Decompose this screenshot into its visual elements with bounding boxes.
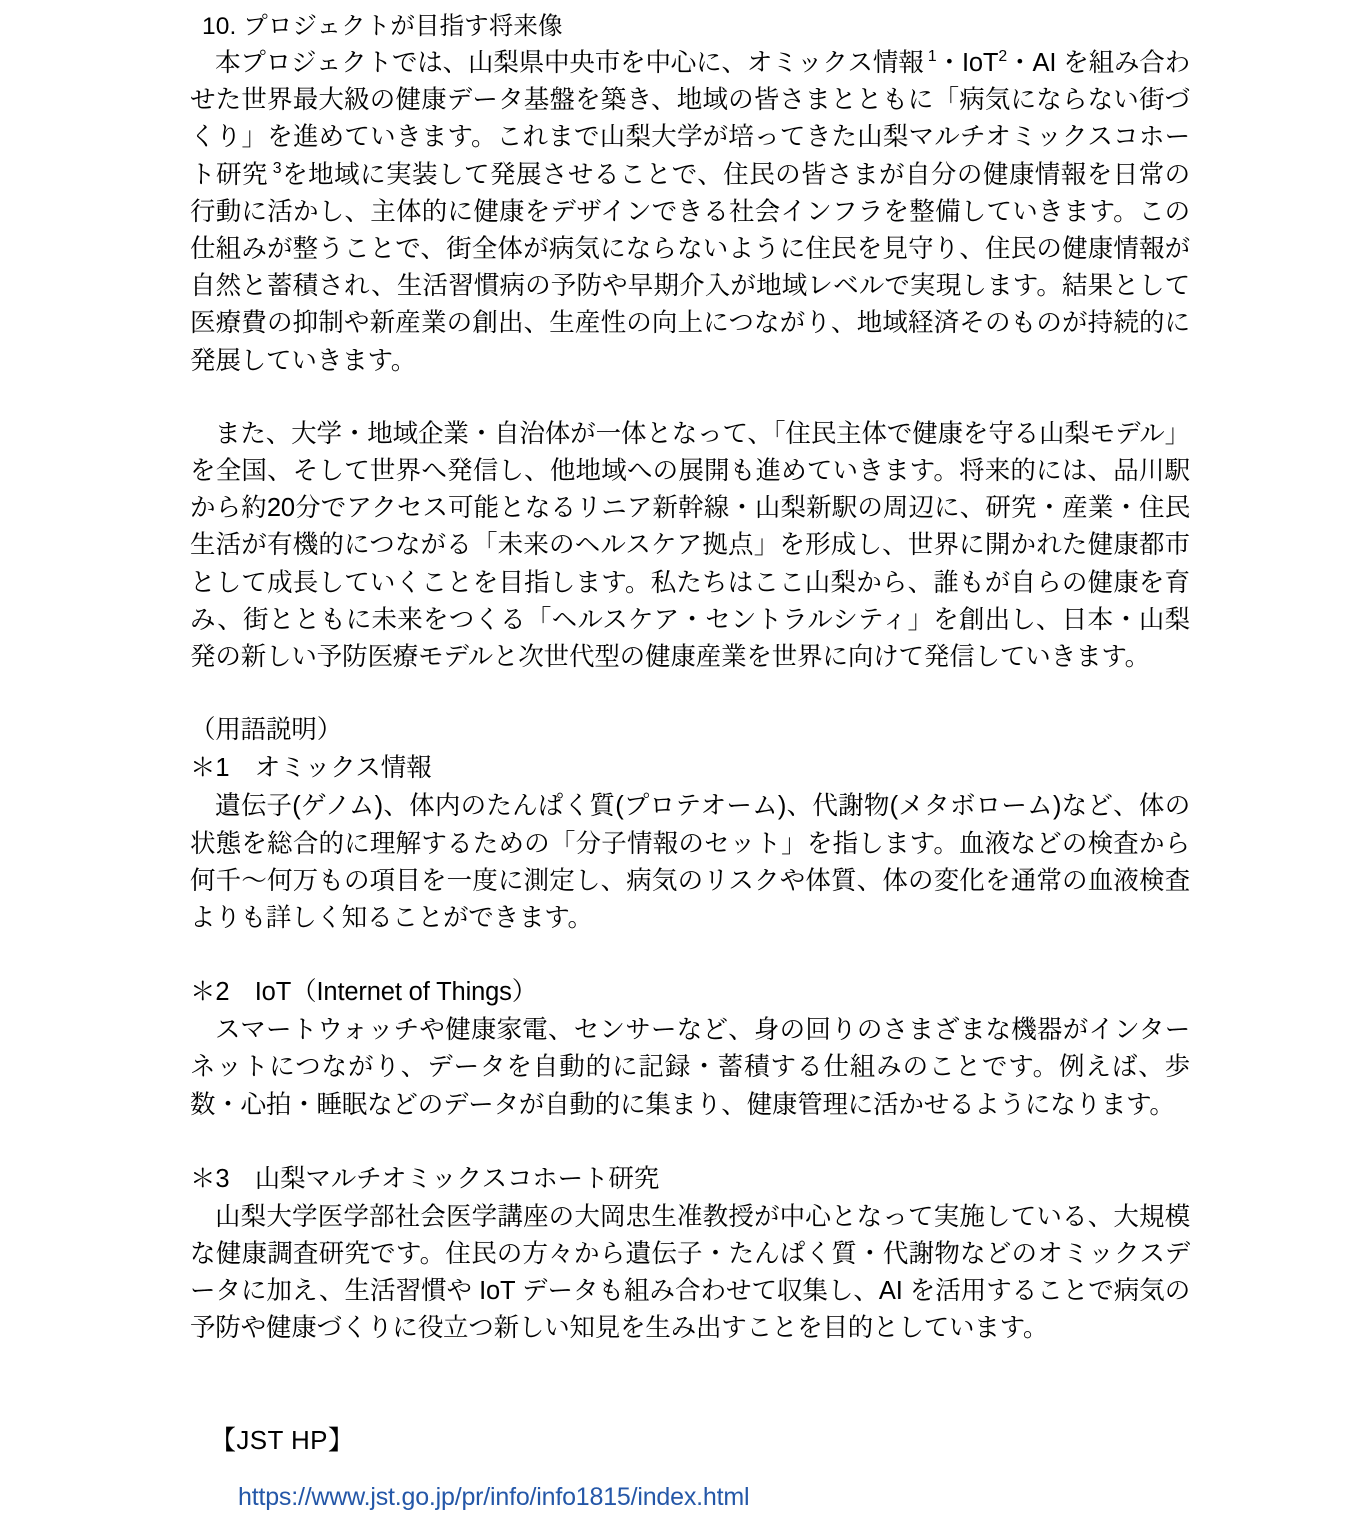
paragraph-vision-part4: を地域に実装して発展させることで、住民の皆さまが自分の健康情報を日常の行動に活かし、主体的に健康をデザインできる社会インフラを整備していきます。この仕組みが整うことで、街全体が病気にならないように住民を見守り、住民の健康情報が自然と蓄積され、生活習慣病の予防や早期介入が地域レベルで実現します。結果として医療費の抑制や新産業の創出、生産性の向上につながり、地域経済そのものが持続的に発展していきます。 — [190, 160, 1190, 375]
glossary-label: （用語説明） — [190, 716, 343, 745]
reference-heading: 【JST HP】 — [210, 1424, 355, 1455]
page-title: 10. プロジェクトが目指す将来像 — [202, 13, 563, 40]
spacer-after-paragraph-1 — [190, 380, 1190, 416]
glossary-term-3-title: ＊3 山梨マルチオミックスコホート研究 — [190, 1164, 660, 1193]
paragraph-vision-part1: 本プロジェクトでは、山梨県中央市を中心に、オミックス情報 — [215, 49, 924, 77]
glossary-term-2-body: スマートウォッチや健康家電、センサーなど、身の回りのさまざまな機器がインターネットにつながり、データを自動的に記録・蓄積する仕組みのことです。例えば、歩数・心拍・睡眠などのデータが自動的に集まり、健康管理に活かせるようになります。 — [190, 1016, 1190, 1119]
document-body — [190, 8, 1190, 1517]
paragraph-vision-part3: ・AI を組み合わせた世界最大級の健康データ基盤を築き、地域の皆さまとともに「病気にならない街づくり」を進めていきます。これまで山梨大学が培ってきた山梨マルチオミックスコホート研究 — [190, 49, 1190, 189]
footnote-marker-3: 3 — [272, 159, 282, 177]
footnote-marker-1: 1 — [927, 48, 937, 66]
glossary-term-1-body: 遺伝子(ゲノム)、体内のたんぱく質(プロテオーム)、代謝物(メタボローム)など、体の状態を総合的に理解するための「分子情報のセット」を指します。血液などの検査から何千〜何万もの項目を一度に測定し、病気のリスクや体質、体の変化を通常の血液検査よりも詳しく知ることができます。 — [190, 792, 1190, 933]
glossary-term-1-title: ＊1 オミックス情報 — [190, 754, 432, 783]
paragraph-vision-part2: ・IoT — [936, 49, 999, 77]
paragraph-expansion: また、大学・地域企業・自治体が一体となって、「住民主体で健康を守る山梨モデル」を全国、そして世界へ発信し、他地域への展開も進めていきます。将来的には、品川駅から約20分でアクセス可能となるリニア新幹線・山梨新駅の周辺に、研究・産業・住民生活が有機的につながる「未来のヘルスケア拠点」を形成し、世界に開かれた健康都市として成長していくことを目指します。私たちはここ山梨から、誰もが自らの健康を育み、街とともに未来をつくる「ヘルスケア・セントラルシティ」を創出し、日本・山梨発の新しい予防医療モデルと次世代型の健康産業を世界に向けて発信していきます。 — [190, 419, 1190, 672]
spacer-before-glossary — [190, 676, 1190, 712]
glossary-term-2-title: ＊2 IoT（Internet of Things） — [190, 978, 538, 1007]
jst-homepage-link[interactable]: https://www.jst.go.jp/pr/info/info1815/index.html — [238, 1482, 750, 1511]
footnote-marker-2: 2 — [998, 48, 1008, 66]
spacer-before-url — [190, 1460, 1190, 1477]
spacer-before-term-3 — [190, 1124, 1190, 1160]
paragraph-vision — [190, 45, 1190, 380]
glossary-term-3-body: 山梨大学医学部社会医学講座の大岡忠生准教授が中心となって実施している、大規模な健康調査研究です。住民の方々から遺伝子・たんぱく質・代謝物などのオミックスデータに加え、生活習慣や IoT データも組み合わせて収集し、AI を活用することで病気の予防や健康づくりに役立つ新しい知見を生み出すことを目的としています。 — [190, 1202, 1190, 1343]
spacer-before-term-2 — [190, 937, 1190, 973]
spacer-before-reference — [190, 1348, 1190, 1420]
